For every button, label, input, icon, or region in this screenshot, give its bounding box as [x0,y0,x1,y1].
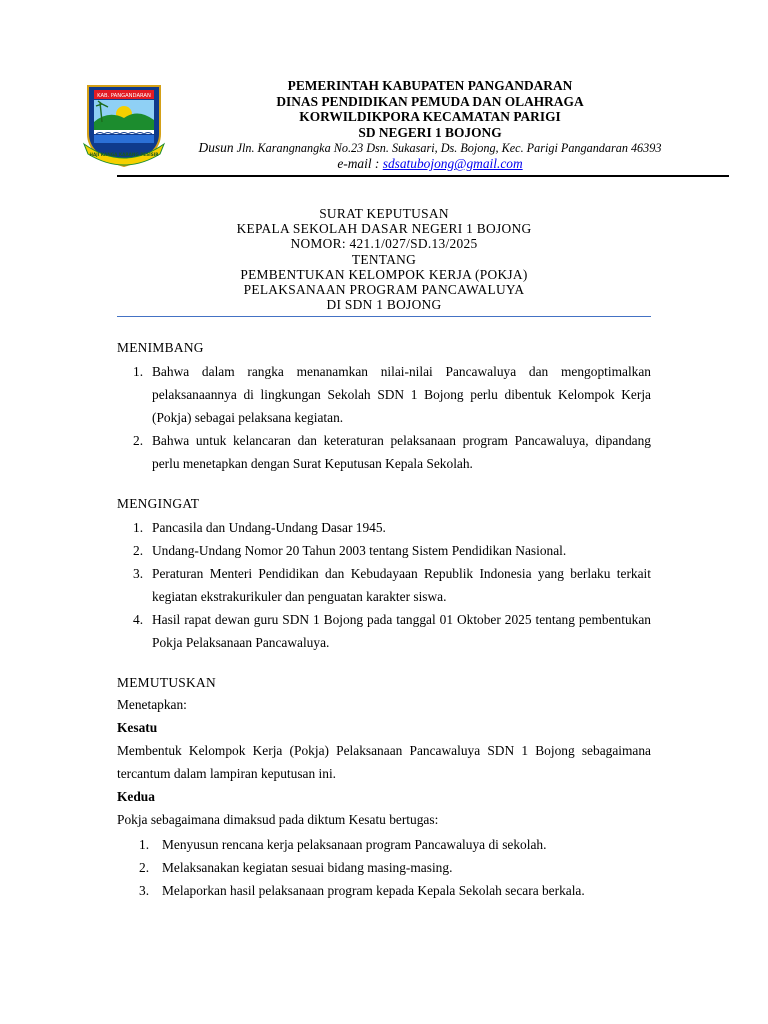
svg-text:HAJI KANGA KARANG PESISIR: HAJI KANGA KARANG PESISIR [89,152,159,157]
title-line-1: SURAT KEPUTUSAN [319,206,449,221]
email-link[interactable]: sdsatubojong@gmail.com [382,156,523,171]
item-number: 3. [139,883,150,898]
item-number: 1. [133,364,144,379]
mengingat-list [117,516,651,654]
title-line-2: KEPALA SEKOLAH DASAR NEGERI 1 BOJONG [236,221,532,237]
item-number: 3. [133,566,144,581]
list-item [117,608,651,654]
list-item [117,539,651,562]
decree-body [117,338,651,902]
kedua-list [117,833,651,902]
item-text: Melaporkan hasil pelaksanaan program kepada Kepala Sekolah secara berkala. [162,883,585,898]
letterhead-line-3: KORWILDIKPORA KECAMATAN PARIGI [299,109,561,124]
item-number: 4. [133,612,144,627]
menimbang-heading: MENIMBANG [117,340,204,355]
list-item [117,856,651,879]
item-text: Undang-Undang Nomor 20 Tahun 2003 tentang Sistem Pendidikan Nasional. [152,543,567,558]
list-item [117,360,651,429]
list-item [117,562,651,608]
item-number: 1. [133,520,144,535]
title-divider [117,316,651,317]
item-number: 1. [139,837,150,852]
title-line-6: PELAKSANAAN PROGRAM PANCAWALUYA [243,282,525,298]
letterhead-line-4: SD NEGERI 1 BOJONG [358,124,502,140]
item-number: 2. [133,433,144,448]
email-label: e-mail : [337,156,380,171]
item-number: 2. [133,543,144,558]
kedua-label: Kedua [117,789,155,804]
title-line-7: DI SDN 1 BOJONG [326,297,442,313]
letterhead-rule [117,175,729,177]
kabupaten-pangandaran-emblem [78,82,170,168]
title-line-3: NOMOR: 421.1/027/SD.13/2025 [290,236,478,252]
letterhead [170,78,690,171]
menetapkan-label: Menetapkan: [117,697,187,712]
item-text: Bahwa dalam rangka menanamkan nilai-nilai Pancawaluya dan mengoptimalkan pelaksanaannya di lingkungan Sekolah SDN 1 Bojong perlu dibentuk Kelompok Kerja (Pokja) sebagai pelaksana kegiatan. [152,364,651,425]
list-item [117,516,651,539]
address-text: Jln. Karangnangka No.23 Dsn. Sukasari, Ds. Bojong, Kec. Parigi Pangandaran 46393 [236,141,662,155]
address-prefix: Dusun [198,140,234,155]
svg-text:KAB. PANGANDARAN: KAB. PANGANDARAN [97,93,151,99]
title-line-4: TENTANG [351,251,417,267]
title-line-5: PEMBENTUKAN KELOMPOK KERJA (POKJA) [240,266,528,282]
item-text: Pancasila dan Undang-Undang Dasar 1945. [152,520,386,535]
item-text: Bahwa untuk kelancaran dan keteraturan pelaksanaan program Pancawaluya, dipandang perlu menetapkan dengan Surat Keputusan Kepala Sekolah. [152,433,651,471]
item-number: 2. [139,860,150,875]
list-item [117,429,651,475]
menimbang-list [117,360,651,475]
kesatu-label: Kesatu [117,720,158,735]
item-text: Hasil rapat dewan guru SDN 1 Bojong pada tanggal 01 Oktober 2025 tentang pembentukan Pokja Pelaksanaan Pancawaluya. [152,612,651,650]
item-text: Menyusun rencana kerja pelaksanaan program Pancawaluya di sekolah. [162,837,547,852]
list-item [117,879,651,902]
letterhead-line-1: PEMERINTAH KABUPATEN PANGANDARAN [287,78,573,93]
mengingat-heading: MENGINGAT [117,496,200,511]
school-address [170,140,690,156]
kedua-text: Pokja sebagaimana dimaksud pada diktum Kesatu bertugas: [117,812,439,827]
letterhead-line-2: DINAS PENDIDIKAN PEMUDA DAN OLAHRAGA [276,93,584,109]
memutuskan-heading: MEMUTUSKAN [117,675,216,690]
list-item [117,833,651,856]
decree-title [117,206,651,312]
kesatu-text: Membentuk Kelompok Kerja (Pokja) Pelaksanaan Pancawaluya SDN 1 Bojong sebagaimana tercantum dalam lampiran keputusan ini. [117,743,651,781]
email-line [170,156,690,171]
item-text: Melaksanakan kegiatan sesuai bidang masing-masing. [162,860,453,875]
item-text: Peraturan Menteri Pendidikan dan Kebudayaan Republik Indonesia yang berlaku terkait kegiatan ekstrakurikuler dan penguatan karakter siswa. [152,566,651,604]
